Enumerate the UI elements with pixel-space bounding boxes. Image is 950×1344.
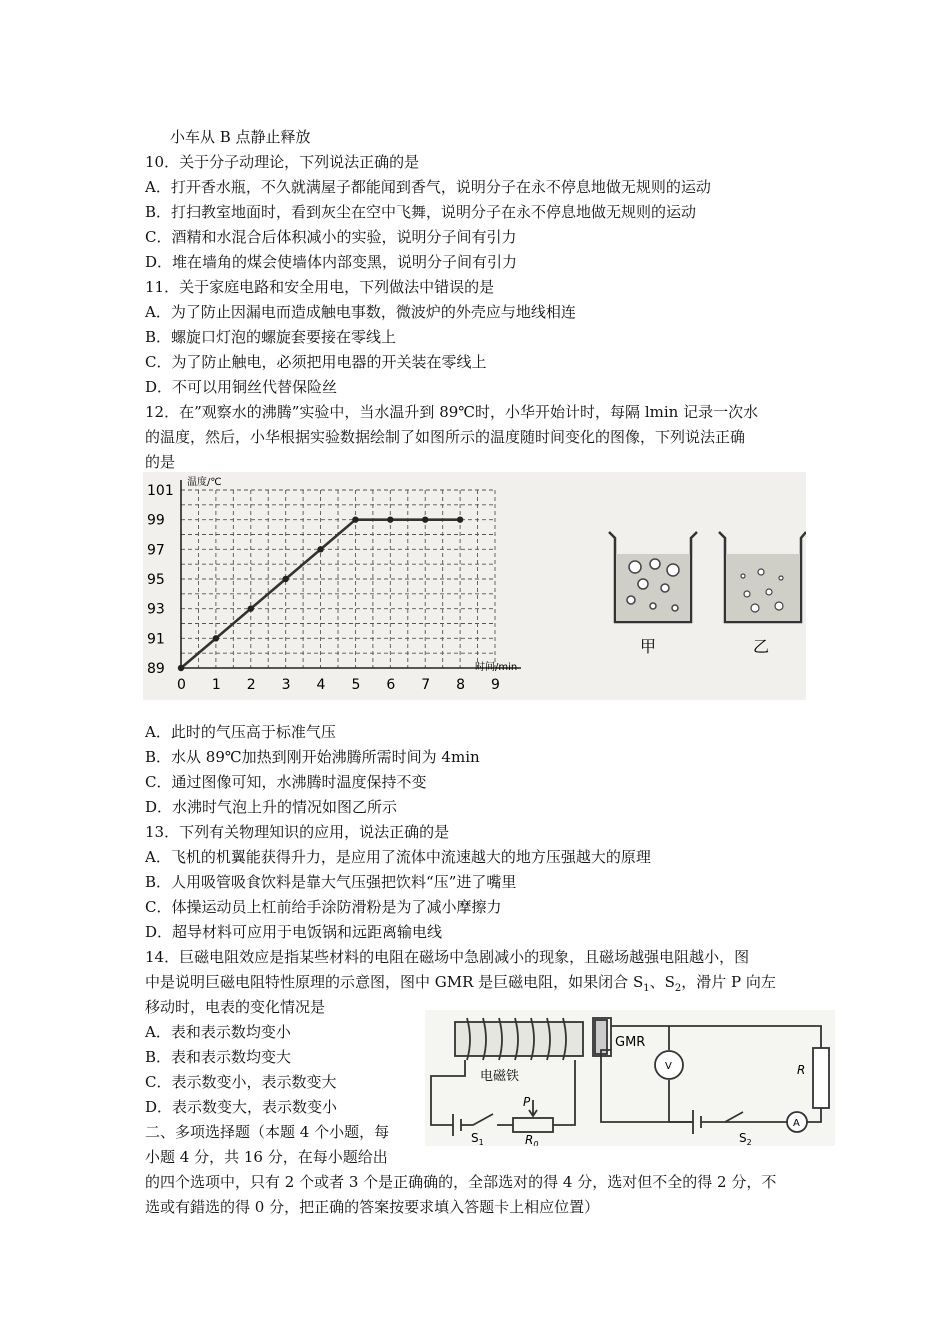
y-tick-label: 91 <box>147 631 165 648</box>
question-12-line3: 的是 <box>145 453 176 471</box>
data-point <box>248 605 254 611</box>
question-14-line3: 移动时，电表的变化情况是 <box>145 998 326 1016</box>
gmr-circuit <box>425 1010 835 1146</box>
section-2-line4: 选或有錯选的得 0 分，把正确的答案按要求填入答题卡上相应位置） <box>145 1198 600 1216</box>
data-point <box>387 516 393 522</box>
text-line: 小车从 B 点静止释放 <box>170 128 311 146</box>
y-tick-label: 89 <box>147 661 165 677</box>
slider-p-label: P <box>523 1095 531 1109</box>
question-14-line1: 14．巨磁电阻效应是指某些材料的电阻在磁场中急剧减小的现象，且磁场越强电阻越小，图 <box>145 948 750 966</box>
option-14a: A．表和表示数均变小 <box>145 1023 291 1041</box>
data-point <box>282 576 288 582</box>
chart-grid <box>181 480 521 668</box>
option-11d: D．不可以用铜丝代替保险丝 <box>145 378 338 396</box>
circuit-diagram <box>425 1010 835 1146</box>
x-tick-label: 8 <box>456 677 466 693</box>
resistor-r-label: R <box>797 1063 806 1077</box>
x-tick-label: 9 <box>491 677 500 693</box>
q14-sub-1: 1 <box>643 983 650 994</box>
x-tick-label: 4 <box>316 677 326 693</box>
beaker-jia <box>609 532 697 656</box>
q14-text-c: ，滑片 P 向左 <box>681 973 776 991</box>
switch-s1-label: $S_1$ <box>471 1131 484 1146</box>
option-12b: B．水从 89℃加热到刚开始沸腾所需时间为 4min <box>145 748 480 766</box>
y-tick-label: 101 <box>147 483 174 499</box>
option-14d: D．表示数变大，表示数变小 <box>145 1098 338 1116</box>
x-tick-label: 0 <box>177 677 186 693</box>
data-point <box>352 516 358 522</box>
question-12-line1: 12．在”观察水的沸腾”实验中，当水温升到 89℃时，小华开始计时，每隔 lmin 记录一次水 <box>145 403 759 421</box>
option-14c: C．表示数变小，表示数变大 <box>145 1073 337 1091</box>
option-13a: A．飞机的机翼能获得升力，是应用了流体中流速越大的地方压强越大的原理 <box>145 848 651 866</box>
y-tick-label: 95 <box>147 572 165 588</box>
section-2-line2: 小题 4 分，共 16 分，在每小题给出 <box>145 1148 388 1166</box>
y-tick-label: 93 <box>147 601 165 618</box>
x-tick-label: 2 <box>246 677 256 693</box>
option-11c: C．为了防止触电，必须把用电器的开关装在零线上 <box>145 353 487 371</box>
data-point <box>422 516 428 522</box>
x-tick-label: 6 <box>386 677 396 693</box>
data-point <box>213 635 219 641</box>
beaker-yi-label: 乙 <box>753 637 770 656</box>
option-11a: A．为了防止因漏电而造成触电事数，微波炉的外壳应与地线相连 <box>145 303 576 321</box>
option-13d: D．超导材料可应用于电饭锅和远距离输电线 <box>145 923 443 941</box>
question-11: 11．关于家庭电路和安全用电，下列做法中错误的是 <box>145 278 495 296</box>
r0-label: $R_0$ <box>525 1133 539 1146</box>
y-axis-label: 温度/℃ <box>187 477 222 488</box>
beaker-jia-label: 甲 <box>640 637 657 656</box>
question-12-line2: 的温度，然后，小华根据实验数据绘制了如图所示的温度随时间变化的图像，下列说法正确 <box>145 428 746 446</box>
option-13c: C．体操运动员上杠前给手涂防滑粉是为了减小摩擦力 <box>145 898 502 916</box>
section-2-line3: 的四个选项中，只有 2 个或者 3 个是正确确的，全部选对的得 4 分，选对但不全的得 2 分，不 <box>145 1173 777 1191</box>
option-12d: D．水沸时气泡上升的情况如图乙所示 <box>145 798 398 816</box>
chart-ticks <box>147 483 500 693</box>
option-10d: D．堆在墙角的煤会使墙体内部变黑，说明分子间有引力 <box>145 253 518 271</box>
ammeter-label: A <box>793 1118 800 1129</box>
y-tick-label: 97 <box>147 542 165 559</box>
x-tick-label: 3 <box>281 677 291 693</box>
option-10a: A．打开香水瓶，不久就满屋子都能闻到香气，说明分子在永不停息地做无规则的运动 <box>145 178 711 196</box>
beaker-yi <box>719 532 806 656</box>
voltmeter-label: V <box>665 1061 672 1072</box>
y-tick-label: 99 <box>147 512 165 529</box>
x-tick-label: 1 <box>211 677 221 693</box>
gmr-label: GMR <box>615 1035 646 1050</box>
option-10c: C．酒精和水混合后体积减小的实验，说明分子间有引力 <box>145 228 517 246</box>
data-point <box>457 516 463 522</box>
option-11b: B．螺旋口灯泡的螺旋套要接在零线上 <box>145 328 397 346</box>
option-12c: C．通过图像可知，水沸腾时温度保持不变 <box>145 773 427 791</box>
x-tick-label: 5 <box>351 677 361 693</box>
data-point <box>178 665 184 671</box>
q14-text-b: 、S <box>649 973 675 991</box>
x-axis-label: 时间/min <box>475 662 518 673</box>
data-point <box>317 546 323 552</box>
boiling-figure <box>143 472 806 700</box>
option-12a: A．此时的气压高于标准气压 <box>145 723 336 741</box>
option-14b: B．表和表示数均变大 <box>145 1048 292 1066</box>
electromagnet-label: 电磁铁 <box>480 1069 520 1084</box>
temperature-chart <box>143 472 806 700</box>
question-10: 10．关于分子动理论，下列说法正确的是 <box>145 153 420 171</box>
switch-s2-label: $S_2$ <box>739 1131 752 1146</box>
question-13: 13．下列有关物理知识的应用，说法正确的是 <box>145 823 450 841</box>
q14-sub-2: 2 <box>674 983 682 994</box>
x-tick-label: 7 <box>421 677 431 693</box>
q14-text-a: 中是说明巨磁电阻特性原理的示意图，图中 GMR 是巨磁电阻，如果闭合 S <box>145 973 644 991</box>
section-2-heading: 二、多项选择题（本题 4 个小题，每 <box>145 1123 390 1141</box>
option-13b: B．人用吸管吸食饮料是靠大气压强把饮料“压”进了嘴里 <box>145 873 517 891</box>
option-10b: B．打扫教室地面时，看到灰尘在空中飞舞，说明分子在永不停息地做无规则的运动 <box>145 203 697 221</box>
